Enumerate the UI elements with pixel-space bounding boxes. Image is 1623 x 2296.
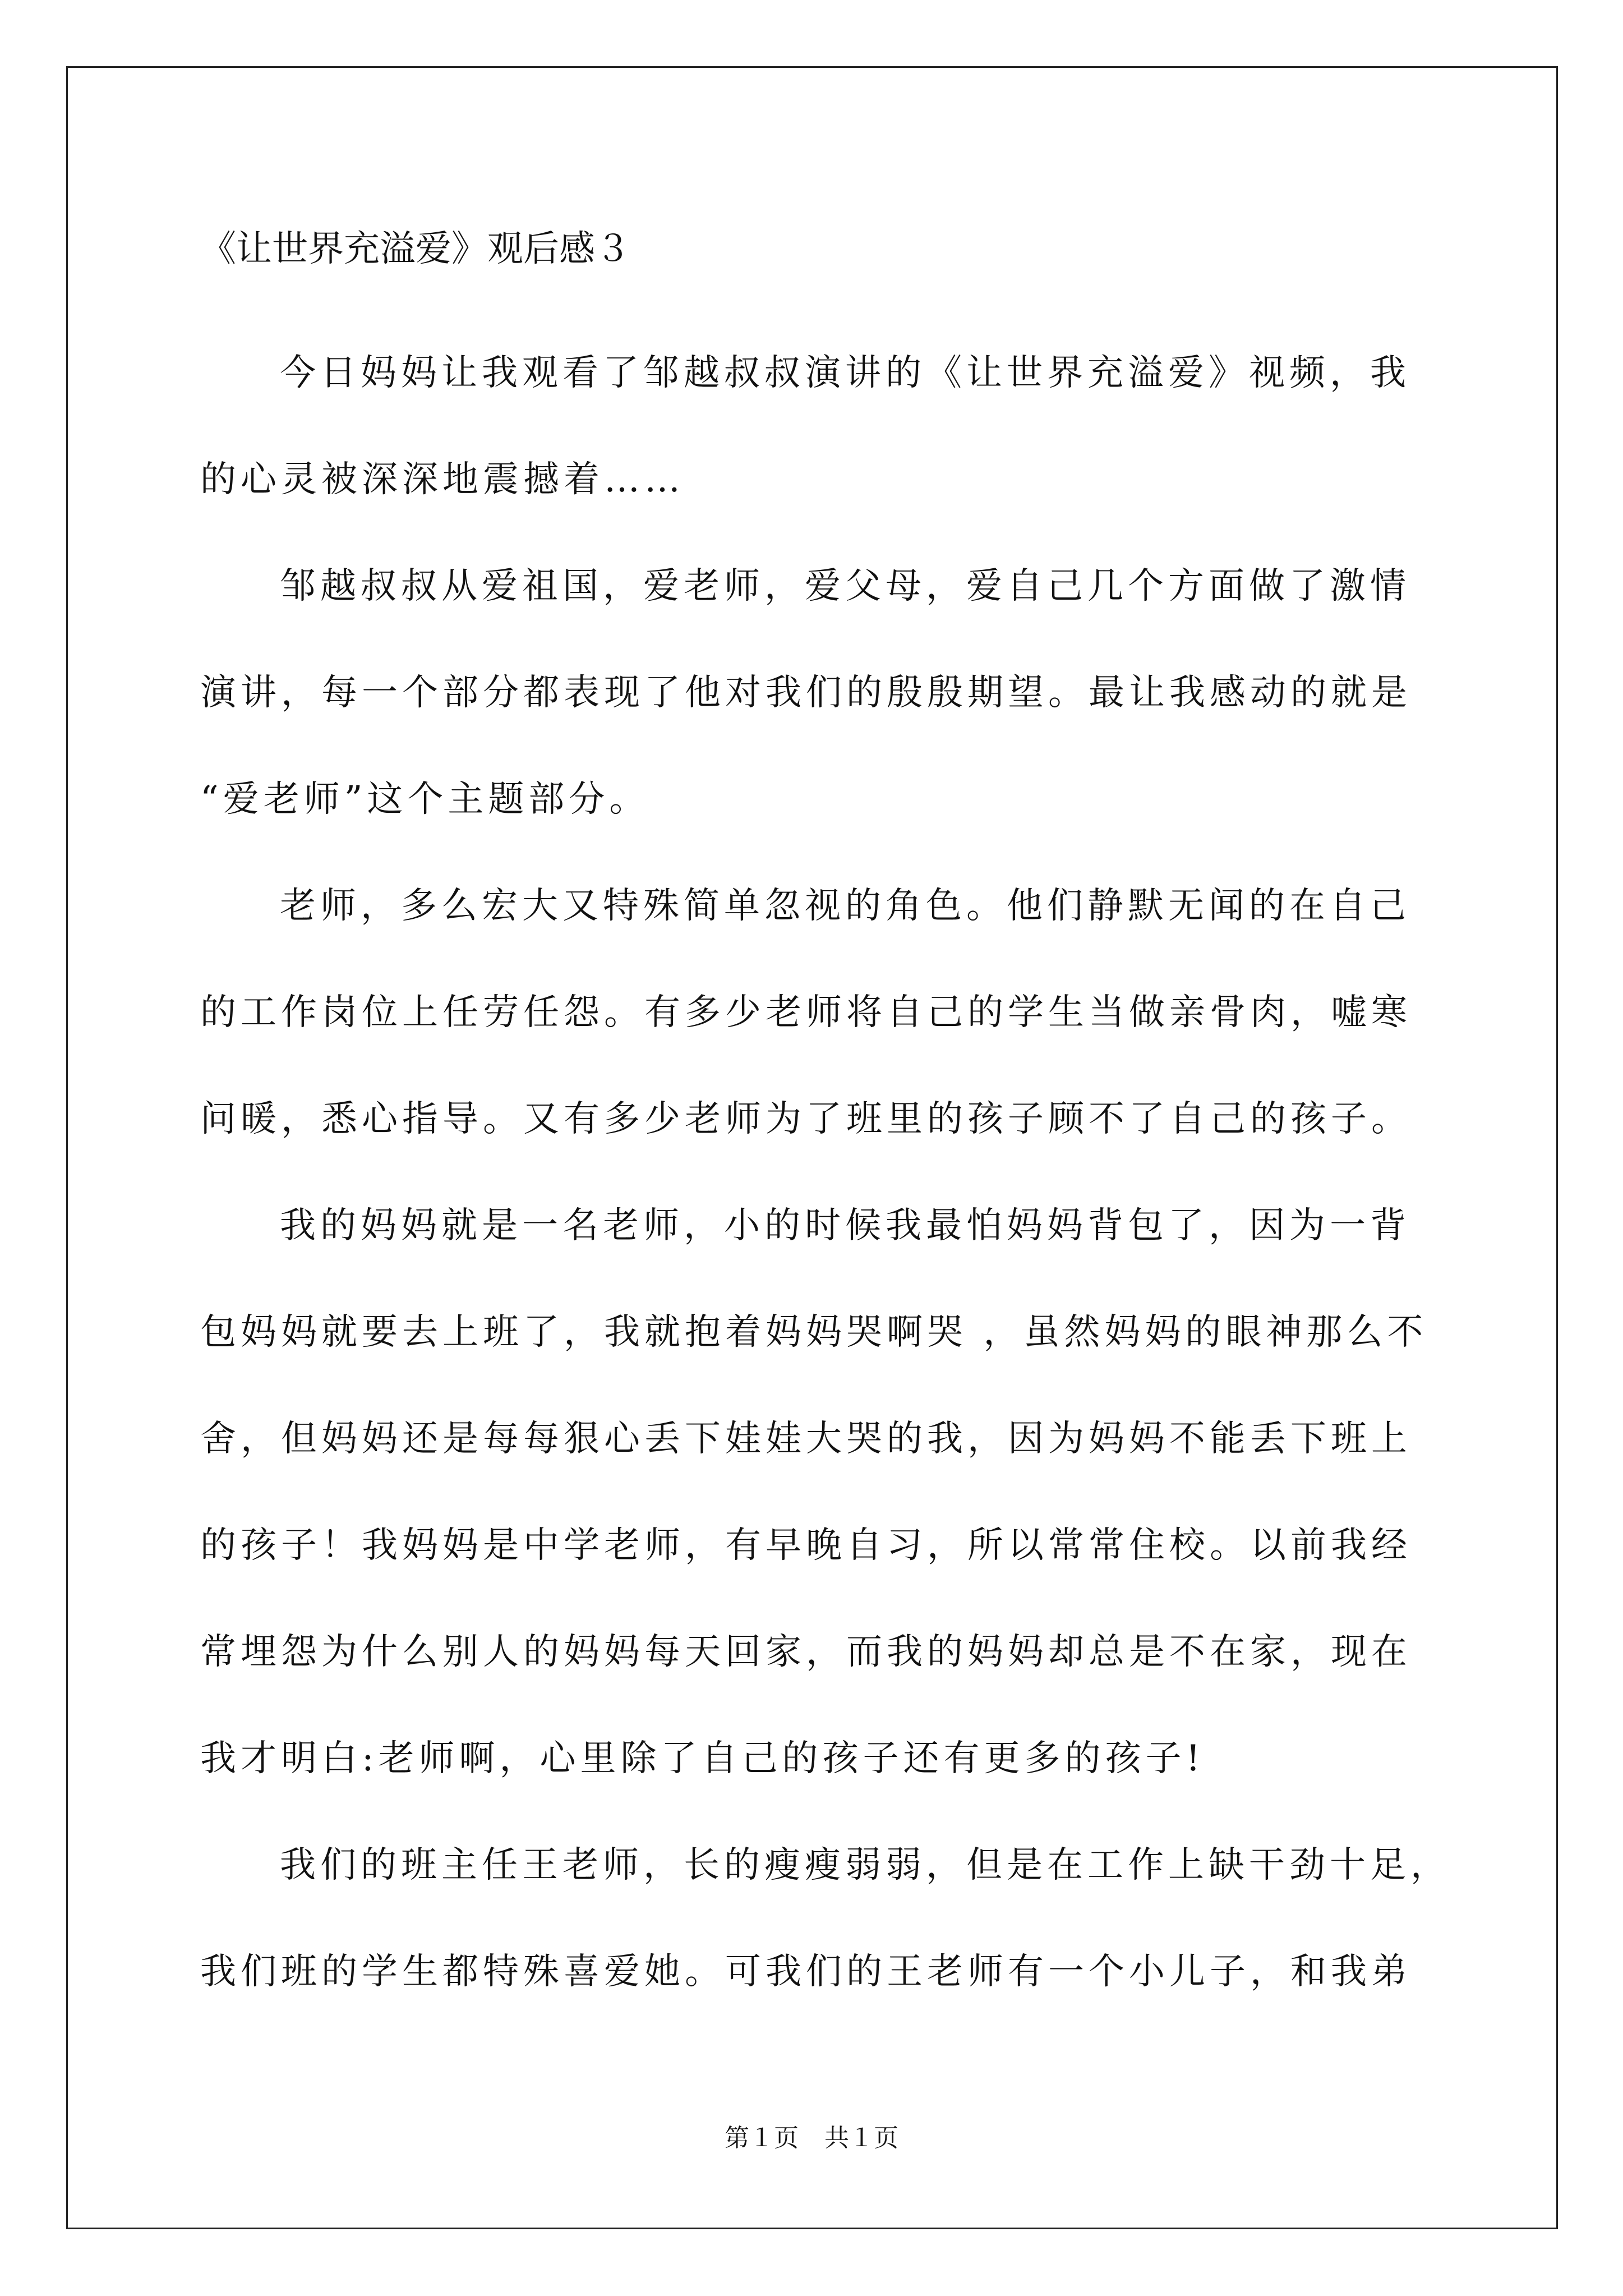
text-line: 邹越叔叔从爱祖国，爱老师，爱父母，爱自己几个方面做了激情 [280,565,1410,607]
text-line: 的心灵被深深地震撼着…… [200,459,685,500]
text-line: 的工作岗位上任劳任怨。有多少老师将自己的学生当做亲骨肉，嘘寒 [200,992,1412,1033]
paragraph [200,533,1434,853]
text-line: 包妈妈就要去上班了，我就抱着妈妈哭啊哭 ，虽然妈妈的眼神那么不 [200,1312,1428,1353]
paragraph [200,1812,1451,2025]
paragraph [200,320,1434,533]
text-line: 我才明白:老师啊，心里除了自己的孩子还有更多的孩子! [200,1738,1205,1779]
text-line: 老师，多么宏大又特殊简单忽视的角色。他们静默无闻的在自己 [280,885,1410,927]
text-line: 我的妈妈就是一名老师，小的时候我最怕妈妈背包了，因为一背 [280,1205,1410,1246]
page-footer [0,2122,1623,2155]
text-line: 今日妈妈让我观看了邹越叔叔演讲的《让世界充溢爱》视频，我 [280,352,1410,394]
text-line: 演讲，每一个部分都表现了他对我们的殷殷期望。最让我感动的就是 [200,672,1412,714]
text-line: 的孩子！我妈妈是中学老师，有早晚自习，所以常常住校。以前我经 [200,1525,1412,1566]
text-line: 我们的班主任王老师，长的瘦瘦弱弱，但是在工作上缺干劲十足， [280,1844,1451,1886]
text-line: 我们班的学生都特殊喜爱她。可我们的王老师有一个小儿子，和我弟 [200,1951,1412,1993]
document-body [200,320,1451,2025]
page-total: 共１页 [824,2124,898,2152]
text-line: 常埋怨为什么别人的妈妈每天回家，而我的妈妈却总是不在家，现在 [200,1631,1412,1673]
page-number: 第１页 [725,2124,799,2152]
document-title: 《让世界充溢爱》观后感３ [200,228,631,270]
text-line: 舍，但妈妈还是每每狠心丢下娃娃大哭的我，因为妈妈不能丢下班上 [200,1418,1412,1460]
paragraph [200,853,1434,1172]
paragraph [200,1172,1434,1812]
text-line: 问暖，悉心指导。又有多少老师为了班里的孩子顾不了自己的孩子。 [200,1098,1412,1140]
text-line: “爱老师”这个主题部分。 [200,779,650,820]
